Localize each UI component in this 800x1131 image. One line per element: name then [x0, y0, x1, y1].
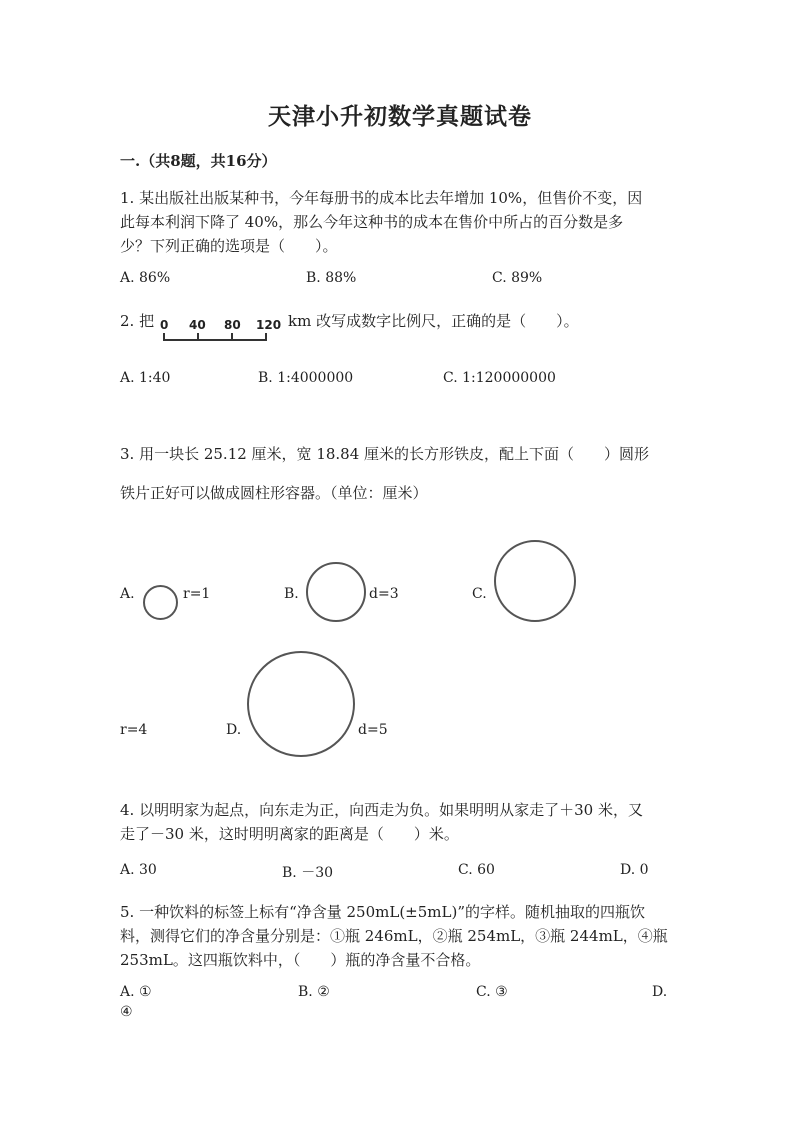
option-c-label: r=4 — [120, 722, 148, 738]
option-c[interactable]: C. 89% — [492, 270, 543, 286]
option-a[interactable]: A. 86% — [120, 270, 171, 286]
circle-figure-d — [247, 651, 355, 757]
question-text-line: 料，测得它们的净含量分别是：①瓶 246mL，②瓶 254mL，③瓶 244mL，④瓶 — [120, 927, 668, 945]
option-d-wrap: ④ — [120, 1004, 133, 1020]
option-a[interactable]: A. ① — [120, 984, 152, 1000]
ruler-label: 40 — [189, 318, 206, 332]
option-d-label: d=5 — [358, 722, 388, 738]
option-c[interactable]: C. 60 — [458, 862, 495, 878]
question-text-line: 铁片正好可以做成圆柱形容器。（单位：厘米） — [120, 484, 428, 502]
circle-figure-a — [143, 585, 178, 620]
option-c-letter[interactable]: C. — [472, 586, 487, 602]
option-b-letter[interactable]: B. — [284, 586, 299, 602]
question-text-line: 少？下列正确的选项是（ ）。 — [120, 237, 338, 255]
option-d[interactable]: D. — [652, 984, 668, 1000]
option-b-label: d=3 — [369, 586, 399, 602]
question-text-prefix: 2. 把 — [120, 312, 155, 330]
option-c[interactable]: C. ③ — [476, 984, 508, 1000]
option-a-label: r=1 — [183, 586, 211, 602]
option-a[interactable]: A. 1:40 — [120, 370, 171, 386]
option-b[interactable]: B. 88% — [306, 270, 357, 286]
question-text-line: 4. 以明明家为起点，向东走为正，向西走为负。如果明明从家走了＋30 米，又 — [120, 801, 643, 819]
question-text-line: 此每本利润下降了 40%，那么今年这种书的成本在售价中所占的百分数是多 — [120, 213, 624, 231]
option-a-letter[interactable]: A. — [120, 586, 135, 602]
ruler-label: 120 — [256, 318, 282, 332]
option-c[interactable]: C. 1:120000000 — [443, 370, 556, 386]
ruler-label: 80 — [224, 318, 241, 332]
question-text-line: 走了－30 米，这时明明离家的距离是（ ）米。 — [120, 825, 459, 843]
question-text-line: 5. 一种饮料的标签上标有“净含量 250mL(±5mL)”的字样。随机抽取的四瓶饮 — [120, 903, 646, 921]
question-text-suffix: km 改写成数字比例尺，正确的是（ ）。 — [288, 312, 579, 330]
page-title: 天津小升初数学真题试卷 — [268, 103, 532, 130]
option-a[interactable]: A. 30 — [120, 862, 157, 878]
option-d-letter[interactable]: D. — [226, 722, 242, 738]
question-text-line: 3. 用一块长 25.12 厘米，宽 18.84 厘米的长方形铁皮，配上下面（ ）圆形 — [120, 445, 650, 463]
ruler-line — [160, 332, 275, 344]
option-b[interactable]: B. 1:4000000 — [258, 370, 354, 386]
question-text-line: 1. 某出版社出版某种书，今年每册书的成本比去年增加 10%，但售价不变，因 — [120, 189, 643, 207]
option-b[interactable]: B. －30 — [282, 865, 334, 881]
section-heading: 一.（共8题，共16分） — [120, 152, 277, 170]
option-d[interactable]: D. 0 — [620, 862, 649, 878]
question-text-line: 253mL。这四瓶饮料中，（ ）瓶的净含量不合格。 — [120, 951, 481, 969]
circle-figure-c — [494, 540, 576, 622]
scale-ruler-figure — [160, 318, 282, 344]
circle-figure-b — [306, 562, 366, 622]
option-b[interactable]: B. ② — [298, 984, 330, 1000]
ruler-label: 0 — [160, 318, 169, 332]
